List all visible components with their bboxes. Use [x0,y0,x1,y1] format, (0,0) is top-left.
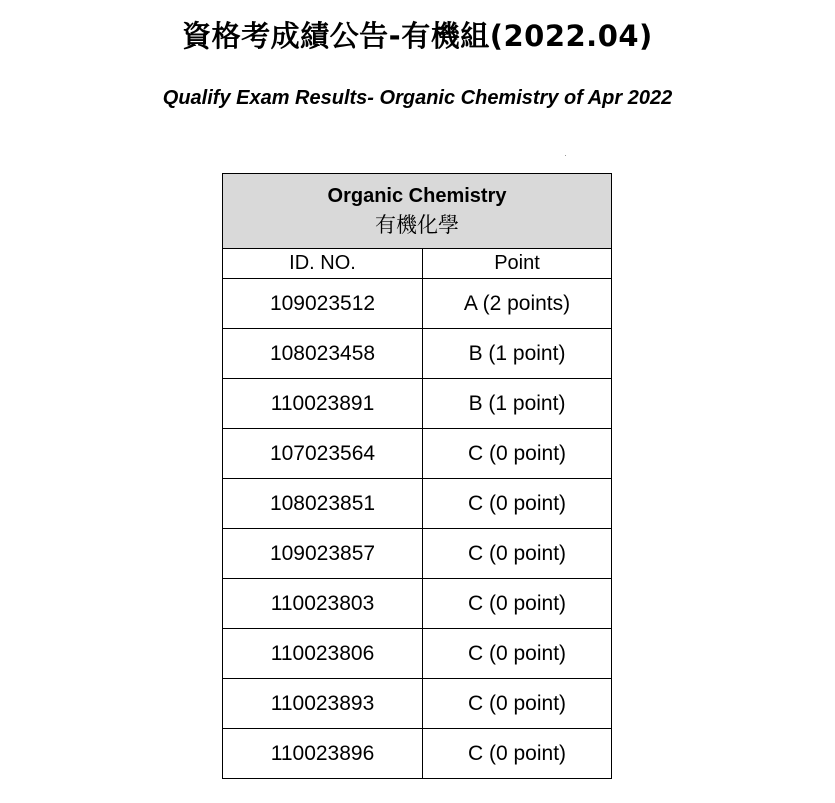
table-row [223,579,612,629]
table-row [223,279,612,329]
page-title-english: Qualify Exam Results- Organic Chemistry of Apr 2022 [162,87,673,109]
table-row [223,429,612,479]
table-row [223,479,612,529]
student-id-cell: 109023512 [223,279,423,329]
point-cell: C (0 point) [423,429,612,479]
student-id-cell: 109023857 [223,529,423,579]
student-id-cell: 110023803 [223,579,423,629]
student-id-cell: 110023806 [223,629,423,679]
column-header-row [223,249,612,279]
point-cell: C (0 point) [423,479,612,529]
student-id-cell: 108023458 [223,329,423,379]
point-cell: C (0 point) [423,529,612,579]
table-row [223,729,612,779]
subject-chinese: 有機化學 [375,213,459,237]
subject-english: Organic Chemistry [327,185,507,207]
point-cell: C (0 point) [423,729,612,779]
student-id-cell: 107023564 [223,429,423,479]
student-id-cell: 110023896 [223,729,423,779]
student-id-cell: 110023893 [223,679,423,729]
point-cell: C (0 point) [423,579,612,629]
table-row [223,679,612,729]
results-table [222,173,612,779]
table-row [223,529,612,579]
table-row [223,329,612,379]
page-title-chinese: 資格考成績公告-有機組(2022.04) [182,19,653,53]
point-cell: B (1 point) [423,329,612,379]
table-subject-header [223,174,612,249]
column-header-id: ID. NO. [223,249,423,279]
stray-dot [565,155,566,156]
point-cell: C (0 point) [423,629,612,679]
student-id-cell: 108023851 [223,479,423,529]
table-title-row [223,174,612,249]
column-header-point: Point [423,249,612,279]
table-row [223,379,612,429]
point-cell: B (1 point) [423,379,612,429]
table-row [223,629,612,679]
point-cell: A (2 points) [423,279,612,329]
point-cell: C (0 point) [423,679,612,729]
student-id-cell: 110023891 [223,379,423,429]
